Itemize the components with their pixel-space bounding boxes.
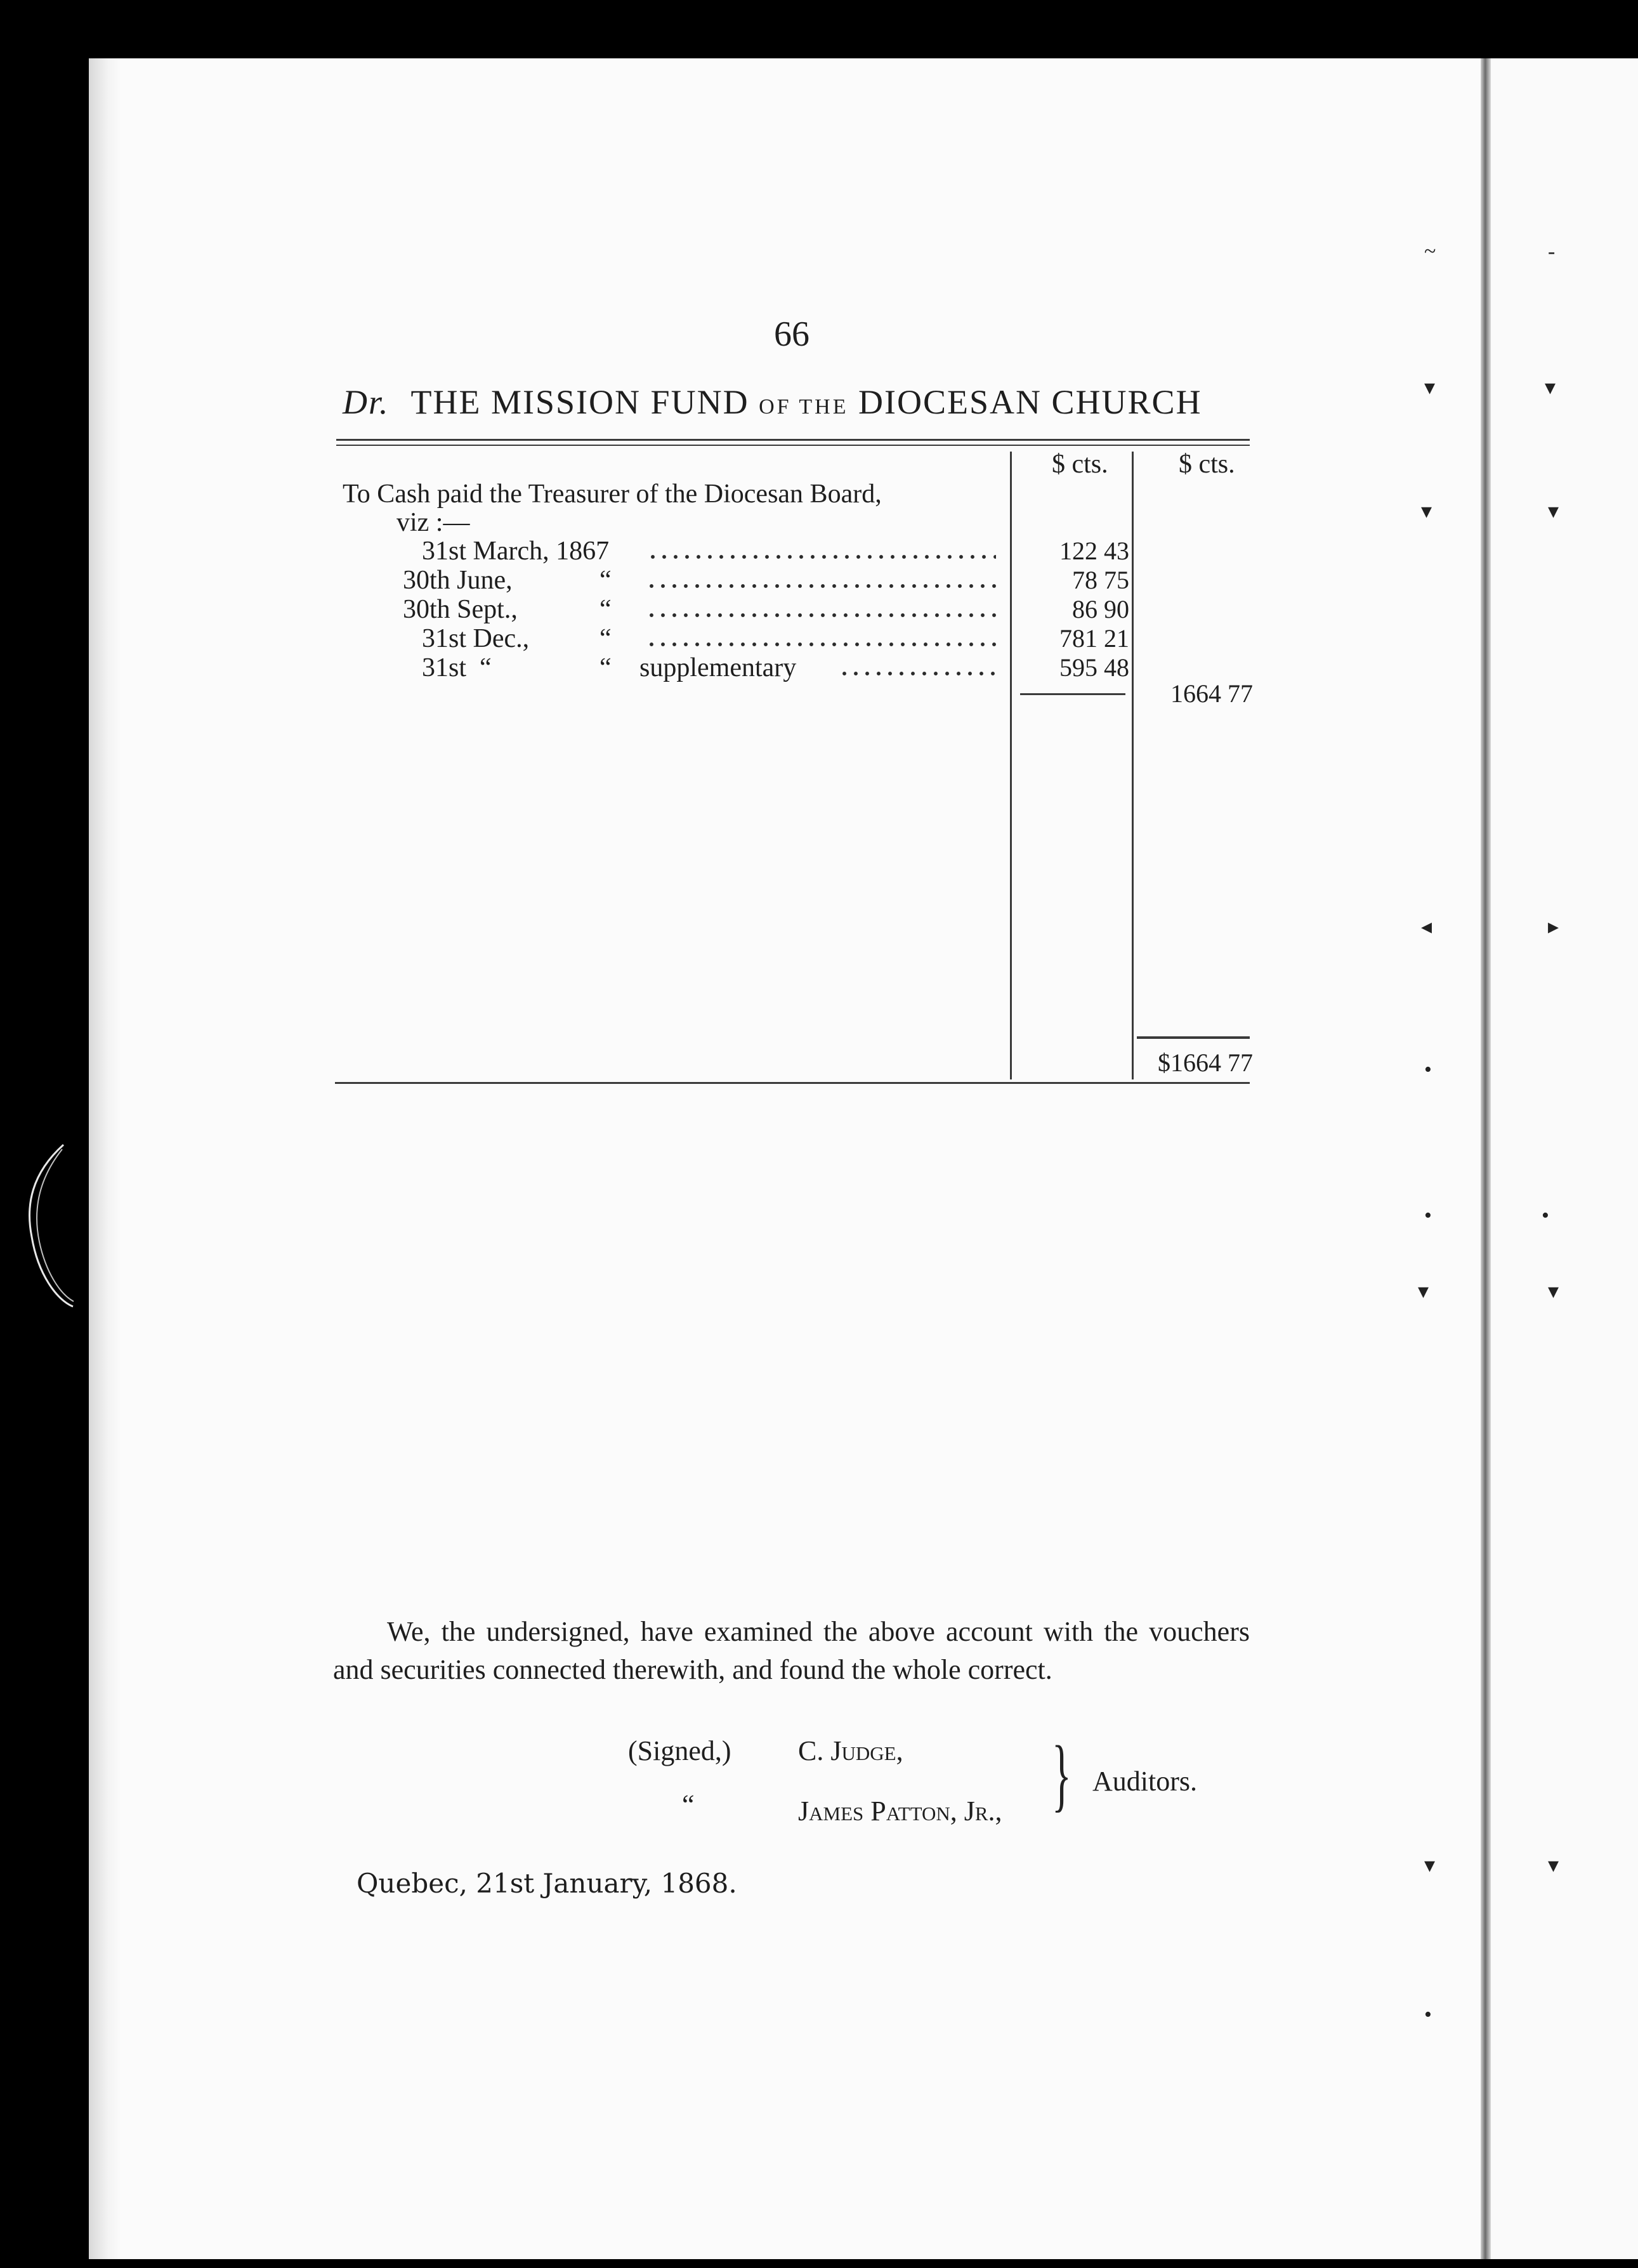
heading-part-1: THE MISSION FUND xyxy=(410,383,749,421)
entry-date: 31st March, 1867 xyxy=(422,537,610,566)
margin-mark: ▾ xyxy=(1418,1280,1429,1303)
entry-date: 31st “ xyxy=(422,653,492,682)
subtotal-amount: 1664 77 xyxy=(1170,679,1253,708)
ledger-row xyxy=(0,653,1638,683)
ledger-row xyxy=(0,536,1638,566)
entry-amount: 86 90 xyxy=(1072,595,1129,623)
grouping-brace: } xyxy=(1052,1730,1071,1820)
auditor-name: C. Judge, xyxy=(798,1735,903,1766)
facing-page-strip xyxy=(1491,58,1638,2259)
entry-amount: 781 21 xyxy=(1059,624,1129,653)
leader-dots xyxy=(647,554,996,560)
margin-mark: ▾ xyxy=(1424,376,1436,400)
margin-mark: ▾ xyxy=(1548,500,1559,523)
entry-amount: 595 48 xyxy=(1059,653,1129,682)
margin-mark: • xyxy=(1424,1204,1432,1227)
total-amount: $1664 77 xyxy=(1158,1048,1253,1077)
account-description: viz :— xyxy=(396,508,470,537)
column-header: $ cts. xyxy=(1179,450,1235,479)
heading-rule xyxy=(336,439,1250,441)
ditto-mark: “ xyxy=(600,595,612,624)
margin-mark: ▾ xyxy=(1548,1854,1559,1877)
margin-mark: ▸ xyxy=(1548,915,1559,939)
margin-mark: ▾ xyxy=(1545,376,1556,400)
column-header: $ cts. xyxy=(1052,450,1108,479)
ditto-mark: “ xyxy=(600,624,612,653)
table-bottom-rule xyxy=(335,1082,1250,1084)
leader-dots xyxy=(646,583,996,589)
leader-dots xyxy=(646,612,996,618)
margin-mark: ~ xyxy=(1424,240,1436,263)
ditto-mark: “ xyxy=(600,566,612,595)
margin-mark: ◂ xyxy=(1421,915,1432,939)
leader-dots xyxy=(839,670,996,677)
entry-note: supplementary xyxy=(639,653,797,682)
entry-date: 30th June, xyxy=(403,566,513,595)
margin-mark: ▾ xyxy=(1421,500,1432,523)
leader-dots xyxy=(646,641,996,648)
margin-mark: - xyxy=(1548,240,1556,263)
auditors-label: Auditors. xyxy=(1092,1766,1197,1797)
ledger-row xyxy=(0,594,1638,625)
page-binding-divider xyxy=(1481,58,1491,2259)
margin-mark: • xyxy=(1542,1204,1549,1227)
certification-paragraph: We, the undersigned, have examined the above account with the vouchers and securities connected therewith, and found the whole correct. xyxy=(333,1616,1250,1685)
page-number: 66 xyxy=(774,315,809,354)
ditto-mark: “ xyxy=(682,1789,695,1820)
account-heading xyxy=(343,382,1202,422)
margin-mark: • xyxy=(1424,2003,1432,2026)
entry-amount: 78 75 xyxy=(1072,566,1129,594)
sum-rule xyxy=(1020,693,1125,695)
ledger-row xyxy=(0,623,1638,654)
entry-date: 31st Dec., xyxy=(422,624,530,653)
date-line: Quebec, 21st January, 1868. xyxy=(357,1868,737,1899)
heading-rule xyxy=(336,445,1250,446)
ledger-row xyxy=(0,565,1638,596)
heading-part-2: OF THE xyxy=(759,395,849,419)
entry-amount: 122 43 xyxy=(1059,537,1129,565)
thread-scribble xyxy=(13,1135,82,1319)
page-left-edge xyxy=(89,58,121,2259)
total-rule xyxy=(1137,1036,1250,1039)
auditor-name: James Patton, Jr., xyxy=(798,1796,1002,1827)
heading-part-3: DIOCESAN CHURCH xyxy=(858,383,1202,421)
margin-mark: ▾ xyxy=(1548,1280,1559,1303)
entry-date: 30th Sept., xyxy=(403,595,518,624)
margin-mark: • xyxy=(1424,1058,1432,1081)
ditto-mark: “ xyxy=(600,653,612,682)
debit-label: Dr. xyxy=(343,383,390,421)
signed-label: (Signed,) xyxy=(628,1735,731,1766)
margin-mark: ▾ xyxy=(1424,1854,1436,1877)
account-description: To Cash paid the Treasurer of the Diocesan Board, xyxy=(343,479,882,509)
